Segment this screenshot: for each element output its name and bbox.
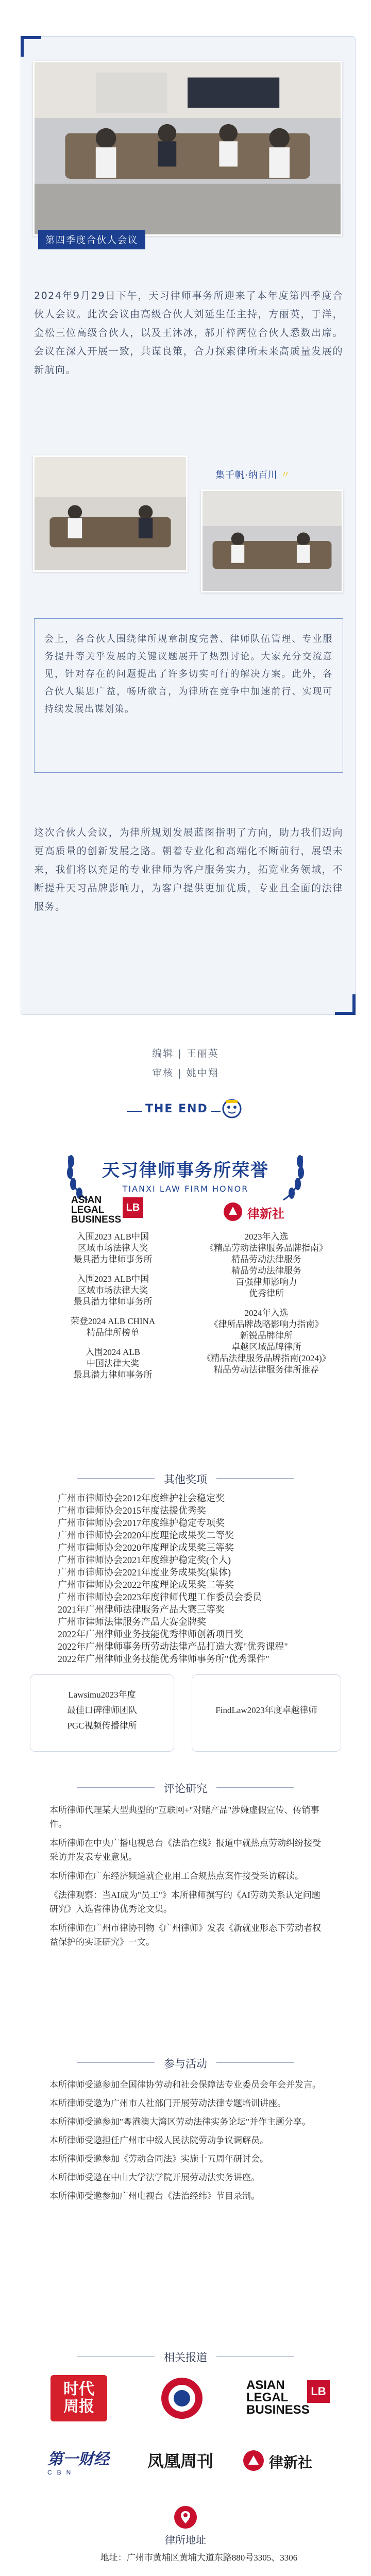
event-item: 本所律师受邀为广州市人社部门开展劳动法律专题培训讲座。: [49, 2098, 286, 2108]
the-end-line-left: [127, 1111, 142, 1112]
event-item: 本所律师受邀参加全国律协劳动和社会保障法专业委员会年会并发言。: [49, 2080, 321, 2090]
other-award-item: 广州市律师协会2021年度维护稳定奖(个人): [58, 1555, 231, 1565]
signature-caption: [215, 468, 291, 481]
laurel-right-icon: [278, 1151, 309, 1202]
award-line: 《精品法律服务品牌指南(2024)》: [202, 1353, 331, 1363]
lxs-logo-mark-icon: [223, 1201, 243, 1222]
award-line: 精品劳动法律服务律所推荐: [214, 1365, 319, 1375]
reviewer-credit: 审核 | 姚中翔: [152, 1067, 219, 1079]
event-item: 本所律师受邀参加广州电视台《法治经纬》节目录制。: [49, 2191, 260, 2201]
rule-right: [216, 1478, 294, 1479]
award-line: 2024年入选: [244, 1308, 289, 1318]
other-award-item: 广州市律师协会2012年度维护社会稳定奖: [58, 1493, 225, 1503]
honors-header: [0, 1144, 371, 1206]
rule-right: [216, 1787, 294, 1788]
media-logo-line: BUSINESS: [246, 2403, 310, 2417]
award-line: 精品劳动法律服务: [231, 1255, 301, 1264]
lxs-logo: [223, 1200, 310, 1223]
media-logo-line: 周报: [63, 2398, 94, 2416]
photo-caption-badge: 第四季度合伙人会议: [38, 230, 145, 249]
award-line: 优秀律所: [249, 1289, 284, 1298]
media-logo-line: ASIAN: [246, 2378, 285, 2392]
award-line: 最具潜力律师事务所: [73, 1297, 153, 1307]
award-line: 精品劳动法律服务: [231, 1266, 301, 1276]
events-label: [0, 2054, 371, 2071]
media-title: 相关报道: [164, 2351, 207, 2364]
other-award-item: 广州市律师协会2015年度法援优秀奖: [58, 1505, 206, 1516]
research-list: [49, 1803, 328, 1954]
award-line: 入围2023 ALB中国: [76, 1274, 149, 1284]
signature-text: 集千帆·纳百川: [215, 470, 278, 481]
other-award-item: 广州市律师协会2020年度理论成果奖二等奖: [58, 1530, 234, 1540]
alb-logo-line3: BUSINESS: [71, 1214, 122, 1225]
events-list: [49, 2078, 328, 2208]
award-line: 最具潜力律师事务所: [73, 1370, 153, 1380]
address-text: 地址：广州市黄埔区黄埔大道东路880号3305、3306: [100, 2553, 298, 2563]
other-award-item: 2022年广州律师业务技能优秀律师创新项目奖: [58, 1629, 243, 1639]
event-item: 本所律师受邀参加《劳动合同法》实施十五周年研讨会。: [49, 2154, 268, 2164]
award-line: 2023年入选: [244, 1232, 289, 1242]
award-line: 入围2023 ALB中国: [76, 1232, 149, 1242]
media-logo-line: 律新社: [269, 2454, 313, 2471]
other-award-item: 广州市律师协会2023年度律师代理工作委员会委员: [58, 1592, 262, 1602]
media-logo-alb[interactable]: [246, 2376, 334, 2422]
event-item: 本所律师受邀参加"粤港澳大湾区劳动法律实务论坛"并作主题分享。: [49, 2117, 311, 2127]
the-end-label: THE END: [145, 1103, 208, 1115]
lxs-awards-column: [192, 1231, 341, 1384]
lxs-award-1: [192, 1231, 341, 1299]
research-item: 本所律师在广州市律协刊物《广州律师》发表《新就业形态下劳动者权益保护的实证研究》一文。: [49, 1923, 321, 1947]
award-line: 入围2024 ALB: [85, 1347, 141, 1357]
other-awards-label: [0, 1469, 371, 1487]
award-line: 荣登2024 ALB CHINA: [70, 1316, 156, 1326]
meeting-photo-left: [33, 455, 188, 572]
card-line: 最佳口碑律师团队: [67, 1705, 137, 1715]
media-logo-line: 第一财经: [47, 2450, 109, 2468]
signature-mark: 〃: [280, 470, 291, 481]
alb-mark-icon: [159, 2375, 205, 2421]
media-logo-line: 时代: [63, 2380, 94, 2398]
research-item: 本所律师在广东经济频道就企业用工合规热点案件接受采访解读。: [49, 1871, 303, 1881]
research-title: 评论研究: [164, 1783, 207, 1795]
award-line: 区域市场法律大奖: [78, 1243, 148, 1253]
paragraph-conclusion: 这次合伙人会议，为律所规划发展蓝图指明了方向，助力我们迈向更高质量的创新发展之路。朝着专业化和高端化不断前行，展望未来，我们将以充足的专业律师为客户服务实力，拓宽业务领域，不断提升天习品牌影响力，为客户提供更加优质，专业且全面的法律服务。: [34, 827, 343, 912]
frame-accent-left: [21, 36, 24, 57]
media-logo-ifeng[interactable]: [147, 2448, 230, 2474]
research-item: 《法律观察：当AI成为"员工"》本所律师撰写的《AI劳动关系认定问题研究》入选省律协优秀论文集。: [49, 1890, 321, 1914]
address-title: 律所地址: [165, 2535, 206, 2546]
alb-awards-column: [38, 1231, 188, 1389]
event-item: 本所律师受邀担任广州市中级人民法院劳动争议调解员。: [49, 2136, 268, 2145]
alb-award-3: [38, 1316, 188, 1338]
alb-logo-line2: LEGAL: [71, 1205, 105, 1215]
media-logo-line: CBN: [47, 2469, 76, 2476]
other-award-item: 2022年广州律师事务所劳动法律产品打造大赛"优秀课程": [58, 1641, 288, 1652]
honors-title: 天习律师事务所荣誉: [102, 1160, 269, 1181]
award-line: 精品律所榜单: [87, 1328, 139, 1337]
research-item: 本所律师在中央广播电视总台《法治在线》报道中就热点劳动纠纷接受采访并发表专业意见。: [49, 1838, 321, 1862]
media-logo-cbn[interactable]: [47, 2446, 130, 2477]
media-logo-alb-mark[interactable]: [154, 2375, 210, 2421]
media-logo-line: LEGAL: [246, 2391, 289, 2404]
frame-accent-top: [21, 36, 41, 39]
alb-award-2: [38, 1274, 188, 1308]
lxs-award-2: [192, 1308, 341, 1376]
award-line: 卓越区域品牌律所: [231, 1342, 301, 1352]
card-line: PGC视频传播律所: [67, 1721, 137, 1731]
award-line: 《精品劳动法律服务品牌指南》: [205, 1243, 328, 1253]
award-line: 百强律师影响力: [235, 1277, 297, 1287]
honors-subtitle: TIANXI LAW FIRM HONOR: [122, 1184, 249, 1194]
other-awards-list: [58, 1492, 326, 1665]
award-line: 《律所品牌战略影响力指南》: [209, 1319, 324, 1329]
award-line: 新锐品牌律所: [240, 1331, 293, 1341]
other-award-item: 广州市律师法律服务产品大赛金牌奖: [58, 1617, 206, 1627]
award-line: 中国法律大奖: [87, 1359, 139, 1368]
meeting-photo-main: [33, 61, 342, 236]
other-award-item: 广州市律师协会2022年度理论成果奖二等奖: [58, 1580, 234, 1590]
media-label: [0, 2347, 371, 2365]
media-logo-lxs[interactable]: [242, 2448, 335, 2474]
frame-accent-right: [352, 994, 356, 1015]
alb-logo: [71, 1195, 154, 1226]
card-line: Lawsimu2023年度: [68, 1690, 136, 1700]
media-logo-shidai[interactable]: [50, 2375, 107, 2421]
research-label: [0, 1778, 371, 1796]
other-award-item: 广州市律师协会2020年度理论成果奖三等奖: [58, 1543, 234, 1553]
events-title: 参与活动: [164, 2058, 207, 2070]
award-line: 最具潜力律师事务所: [73, 1255, 153, 1264]
other-awards-title: 其他奖项: [164, 1473, 207, 1486]
award-line: 区域市场法律大奖: [78, 1285, 148, 1295]
rule-right: [216, 2356, 294, 2357]
lawsimu-award-card: [30, 1674, 174, 1752]
rule-right: [216, 2062, 294, 2063]
alb-award-1: [38, 1231, 188, 1265]
findlaw-award-card: [192, 1674, 341, 1752]
alb-logo-line1: ASIAN: [71, 1195, 102, 1206]
the-end-divider: [0, 1098, 371, 1124]
alb-award-4: [38, 1347, 188, 1381]
media-logo-line: 凤凰周刊: [147, 2451, 214, 2471]
other-award-item: 广州市律师协会2021年度业务成果奖(集体): [58, 1567, 231, 1578]
lxs-mark-icon: [242, 2449, 265, 2472]
editor-credit: 编辑 | 王丽英: [152, 1048, 219, 1059]
alb-logo-badge: LB: [123, 1197, 143, 1218]
alb-badge: LB: [307, 2380, 330, 2403]
lxs-logo-text: 律新社: [247, 1207, 284, 1221]
other-award-item: 广州市律师协会2017年度维护稳定专项奖: [58, 1518, 225, 1528]
the-end-line-right: [211, 1111, 221, 1112]
paragraph-discussion: 会上，各合伙人围绕律所规章制度完善、律师队伍管理、专业服务提升等关乎发展的关键议题展开了热烈讨论。大家充分交流意见，针对存在的问题提出了许多切实可行的解决方案。此外，各合伙人集思广益，畅所欲言，为律所在竞争中加速前行、实现可持续发展出谋划策。: [44, 634, 333, 715]
meeting-photo-right: [201, 489, 343, 592]
research-item: 本所律师代理某大型典型的"互联网+"对赌产品"涉嫌虚假宣传、传销事件。: [49, 1805, 319, 1829]
card-line: FindLaw2023年度卓越律师: [215, 1705, 317, 1715]
other-award-item: 2022年广州律师业务技能优秀律师事务所"优秀课件": [58, 1654, 269, 1664]
paragraph-intro: 2024年9月29日下午，天习律师事务所迎来了本年度第四季度合伙人会议。此次会议由高级合伙人刘延生任主持，方丽英，于洋，金松三位高级合伙人，以及王沐冰，郝开梓两位合伙人悉数出席。会议在深入开展一致，共谋良策，合力探索律所未来高质量发展的新航向。: [34, 290, 343, 376]
mascot-icon: [222, 1098, 242, 1119]
event-item: 本所律师受邀在中山大学法学院开展劳动法实务讲座。: [49, 2173, 260, 2182]
other-award-item: 2021年广州律师法律服务产品大赛三等奖: [58, 1604, 225, 1615]
location-pin-icon: [173, 2505, 198, 2530]
